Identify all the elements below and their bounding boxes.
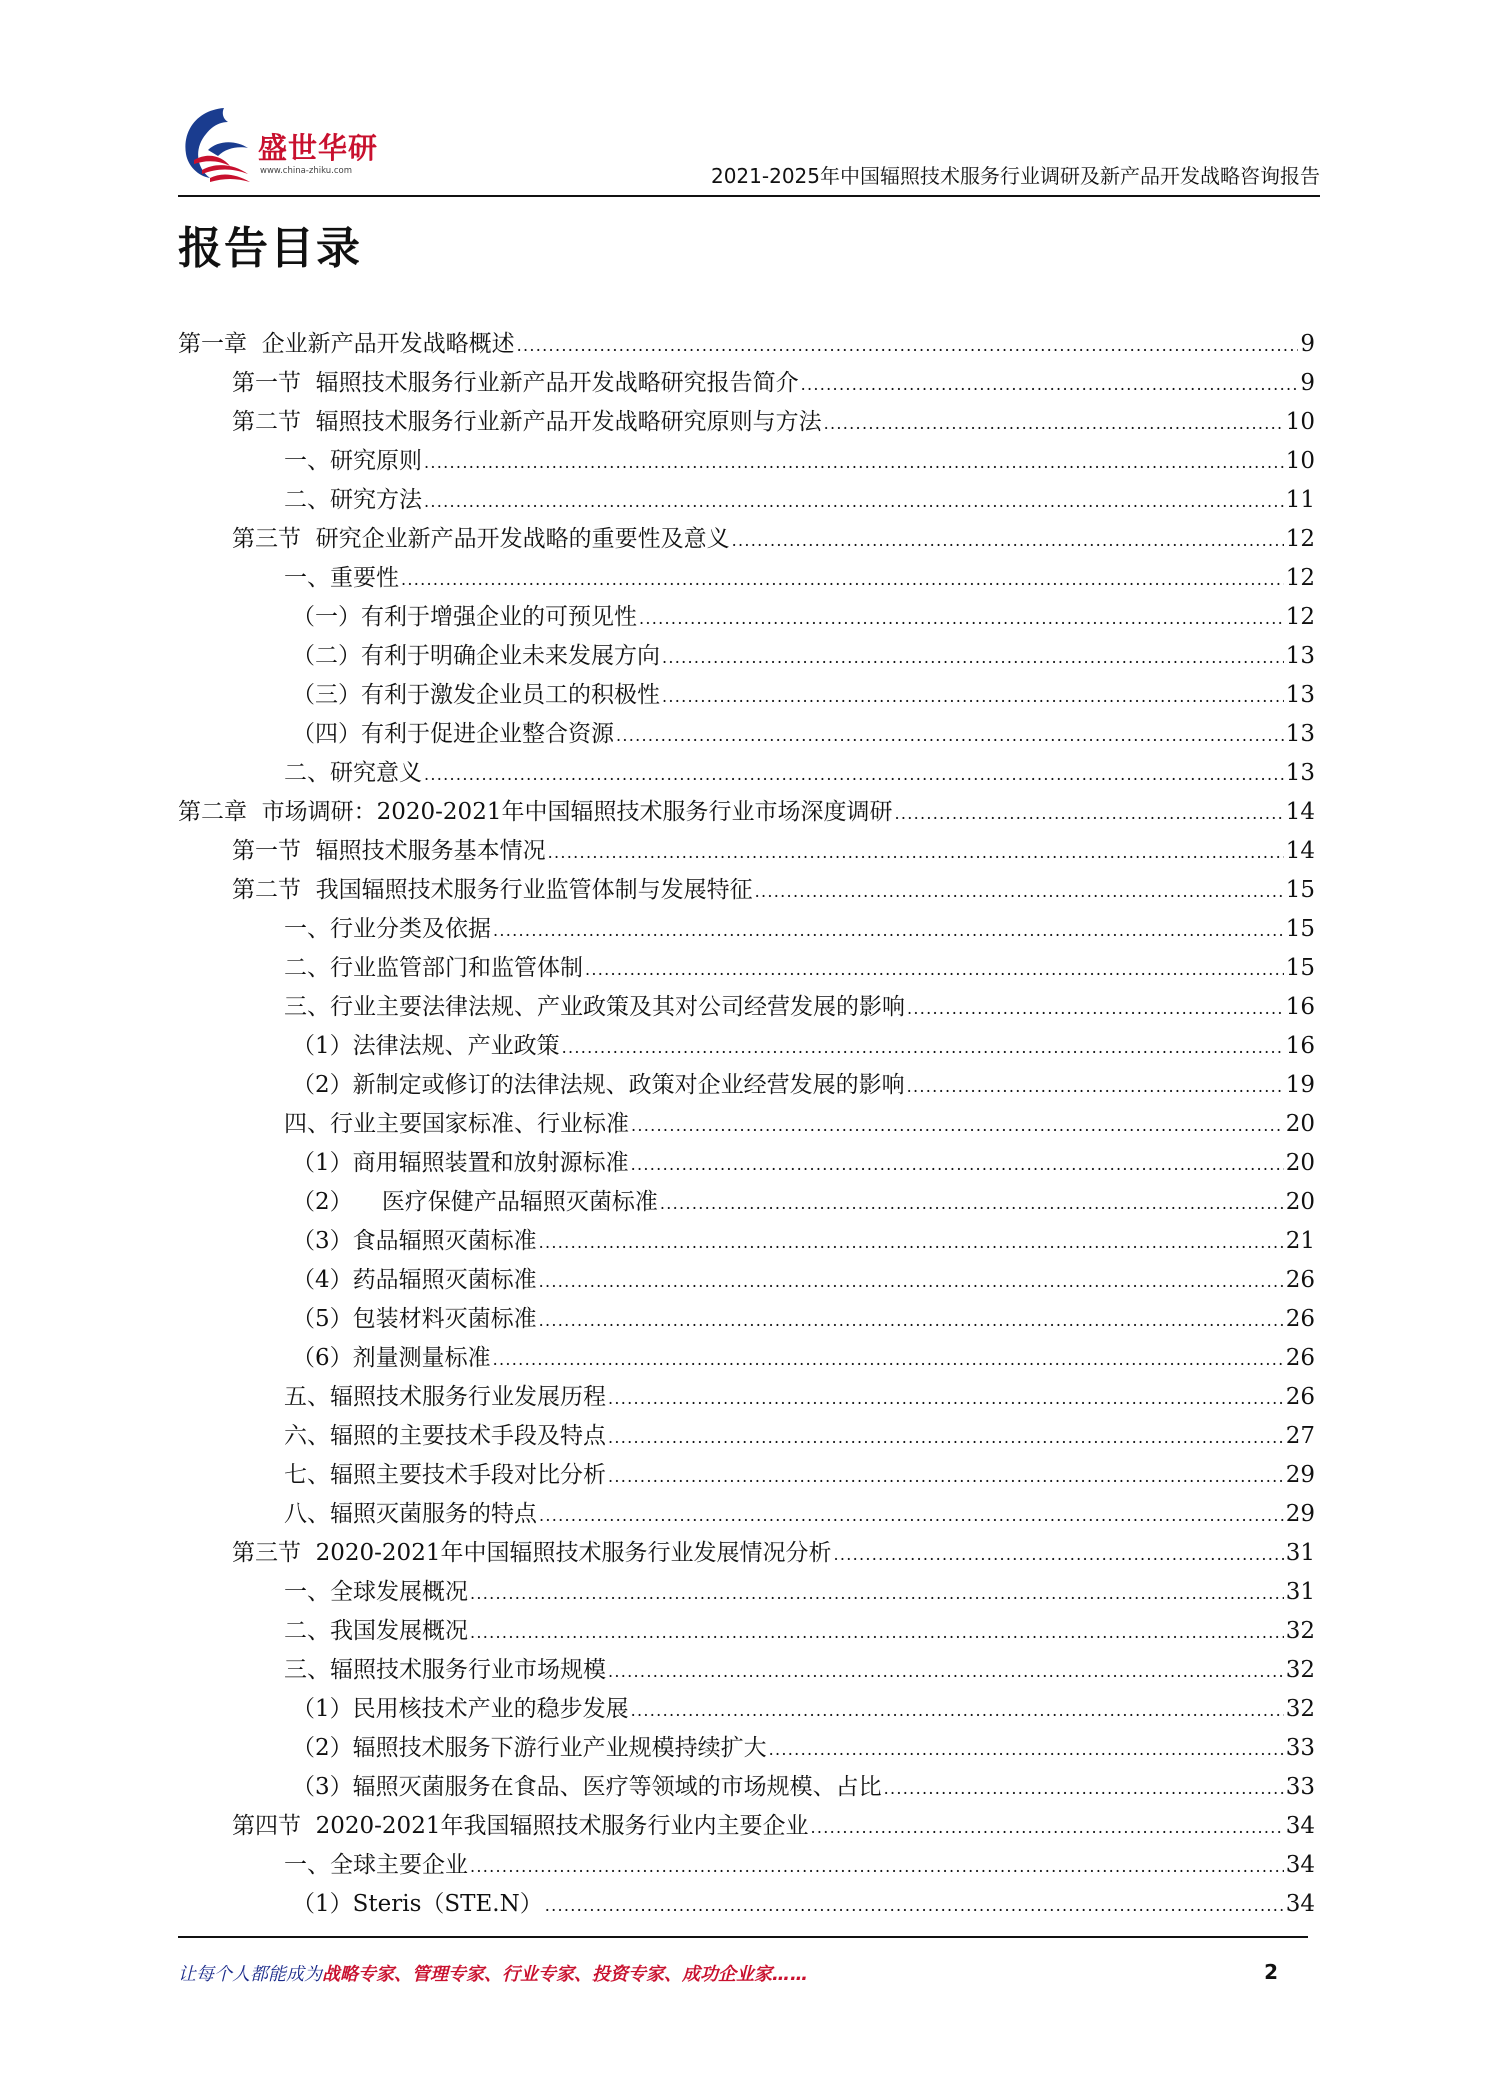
toc-entry-page: 31	[1285, 1540, 1315, 1566]
toc-entry-title: 二、行业监管部门和监管体制	[284, 955, 583, 981]
toc-entry-title: （6）剂量测量标准	[292, 1345, 491, 1371]
toc-entry-title: 二、研究意义	[284, 760, 422, 786]
toc-entry[interactable]	[178, 832, 1315, 871]
toc-entry[interactable]	[178, 598, 1315, 637]
toc-entry-title: 一、行业分类及依据	[284, 916, 491, 942]
toc-entry[interactable]	[178, 1300, 1315, 1339]
toc-entry-title: （1）法律法规、产业政策	[292, 1033, 560, 1059]
toc-entry[interactable]	[178, 1144, 1315, 1183]
toc-dot-leader	[545, 1886, 1284, 1925]
toc-entry[interactable]	[178, 910, 1315, 949]
toc-entry-title: 一、重要性	[284, 565, 399, 591]
toc-dot-leader	[424, 443, 1284, 482]
toc-entry-title: 第二节 辐照技术服务行业新产品开发战略研究原则与方法	[232, 409, 822, 435]
toc-entry-page: 13	[1285, 760, 1315, 786]
logo-emblem-icon	[178, 104, 258, 188]
toc-entry-title: 第三节 研究企业新产品开发战略的重要性及意义	[232, 526, 730, 552]
toc-entry-page: 33	[1285, 1735, 1315, 1761]
toc-dot-leader	[608, 1379, 1284, 1418]
toc-dot-leader	[539, 1223, 1284, 1262]
toc-entry[interactable]	[178, 559, 1315, 598]
toc-entry-title: 六、辐照的主要技术手段及特点	[284, 1423, 606, 1449]
table-of-contents	[178, 325, 1315, 1924]
toc-entry-title: 五、辐照技术服务行业发展历程	[284, 1384, 606, 1410]
toc-dot-leader	[631, 1691, 1284, 1730]
toc-entry-title: 二、我国发展概况	[284, 1618, 468, 1644]
toc-entry-page: 21	[1285, 1228, 1315, 1254]
toc-entry-title: （四）有利于促进企业整合资源	[292, 721, 614, 747]
toc-entry[interactable]	[178, 637, 1315, 676]
toc-entry[interactable]	[178, 1612, 1315, 1651]
toc-dot-leader	[639, 599, 1284, 638]
toc-entry-page: 12	[1285, 526, 1315, 552]
toc-dot-leader	[401, 560, 1284, 599]
toc-dot-leader	[608, 1652, 1284, 1691]
toc-entry-title: （一）有利于增强企业的可预见性	[292, 604, 637, 630]
toc-entry-title: 第三节 2020-2021年中国辐照技术服务行业发展情况分析	[232, 1540, 832, 1566]
toc-entry-title: 七、辐照主要技术手段对比分析	[284, 1462, 606, 1488]
toc-entry[interactable]	[178, 1729, 1315, 1768]
toc-entry-title: 三、辐照技术服务行业市场规模	[284, 1657, 606, 1683]
toc-entry[interactable]	[178, 871, 1315, 910]
toc-entry-page: 33	[1285, 1774, 1315, 1800]
company-logo	[178, 104, 398, 188]
toc-entry-page: 26	[1285, 1345, 1315, 1371]
toc-entry-title: 第一节 辐照技术服务行业新产品开发战略研究报告简介	[232, 370, 799, 396]
toc-entry-title: 一、全球发展概况	[284, 1579, 468, 1605]
toc-dot-leader	[769, 1730, 1284, 1769]
toc-entry-page: 19	[1285, 1072, 1315, 1098]
toc-dot-leader	[608, 1418, 1284, 1457]
toc-entry-title: （三）有利于激发企业员工的积极性	[292, 682, 660, 708]
toc-entry[interactable]	[178, 1651, 1315, 1690]
toc-entry-page: 13	[1285, 721, 1315, 747]
toc-dot-leader	[548, 833, 1284, 872]
toc-dot-leader	[539, 1262, 1284, 1301]
toc-entry-page: 11	[1285, 487, 1315, 513]
page-title: 报告目录	[178, 223, 362, 274]
toc-dot-leader	[616, 716, 1284, 755]
logo-name: 盛世华研	[258, 131, 379, 165]
toc-entry[interactable]	[178, 1690, 1315, 1729]
toc-entry-title: 第二章 市场调研：2020-2021年中国辐照技术服务行业市场深度调研	[178, 799, 893, 825]
toc-entry-page: 12	[1285, 604, 1315, 630]
toc-entry[interactable]	[178, 1339, 1315, 1378]
report-title: 2021-2025年中国辐照技术服务行业调研及新产品开发战略咨询报告	[710, 164, 1320, 188]
toc-entry-title: 第二节 我国辐照技术服务行业监管体制与发展特征	[232, 877, 753, 903]
toc-dot-leader	[631, 1106, 1284, 1145]
toc-entry-title: （1）民用核技术产业的稳步发展	[292, 1696, 629, 1722]
toc-entry-page: 15	[1285, 877, 1315, 903]
toc-entry[interactable]	[178, 1261, 1315, 1300]
toc-dot-leader	[562, 1028, 1284, 1067]
toc-entry[interactable]	[178, 1456, 1315, 1495]
toc-entry-title: 一、全球主要企业	[284, 1852, 468, 1878]
toc-entry[interactable]	[178, 676, 1315, 715]
toc-entry-page: 15	[1285, 955, 1315, 981]
toc-entry[interactable]	[178, 1846, 1315, 1885]
toc-entry-title: （二）有利于明确企业未来发展方向	[292, 643, 660, 669]
toc-entry-title: （4）药品辐照灭菌标准	[292, 1267, 537, 1293]
toc-entry-title: （1）商用辐照装置和放射源标准	[292, 1150, 629, 1176]
toc-entry[interactable]	[178, 1495, 1315, 1534]
toc-entry-title: （5）包装材料灭菌标准	[292, 1306, 537, 1332]
toc-entry[interactable]	[178, 1378, 1315, 1417]
toc-entry-page: 15	[1285, 916, 1315, 942]
toc-entry-page: 34	[1285, 1891, 1315, 1917]
toc-dot-leader	[517, 326, 1299, 365]
toc-entry-page: 14	[1285, 838, 1315, 864]
toc-entry-page: 29	[1285, 1462, 1315, 1488]
toc-entry-page: 13	[1285, 682, 1315, 708]
header-divider	[178, 195, 1320, 197]
toc-dot-leader	[424, 482, 1284, 521]
toc-entry-page: 14	[1285, 799, 1315, 825]
logo-url: www.china-zhiku.com	[260, 166, 352, 176]
toc-entry[interactable]	[178, 1066, 1315, 1105]
toc-entry[interactable]	[178, 325, 1315, 364]
toc-dot-leader	[631, 1145, 1284, 1184]
toc-entry[interactable]	[178, 949, 1315, 988]
toc-entry-page: 20	[1285, 1111, 1315, 1137]
toc-dot-leader	[884, 1769, 1284, 1808]
toc-entry-page: 9	[1300, 331, 1315, 357]
toc-entry[interactable]	[178, 1768, 1315, 1807]
toc-entry[interactable]	[178, 1183, 1315, 1222]
toc-entry-title: （3）辐照灭菌服务在食品、医疗等领域的市场规模、占比	[292, 1774, 882, 1800]
toc-entry-page: 29	[1285, 1501, 1315, 1527]
toc-entry-page: 32	[1285, 1657, 1315, 1683]
page-header	[178, 104, 1320, 196]
toc-dot-leader	[824, 404, 1284, 443]
toc-dot-leader	[833, 1535, 1283, 1574]
toc-entry[interactable]	[178, 1534, 1315, 1573]
toc-entry-title: 第一章 企业新产品开发战略概述	[178, 331, 515, 357]
toc-entry[interactable]	[178, 403, 1315, 442]
page-footer	[178, 1960, 1278, 1990]
toc-entry-title: （2）新制定或修订的法律法规、政策对企业经营发展的影响	[292, 1072, 905, 1098]
toc-dot-leader	[493, 911, 1284, 950]
toc-dot-leader	[539, 1496, 1284, 1535]
toc-dot-leader	[907, 1067, 1284, 1106]
toc-entry-page: 10	[1285, 409, 1315, 435]
toc-entry-page: 20	[1285, 1150, 1315, 1176]
toc-entry-title: （2） 医疗保健产品辐照灭菌标准	[292, 1189, 658, 1215]
toc-entry[interactable]	[178, 1222, 1315, 1261]
toc-entry-page: 16	[1285, 1033, 1315, 1059]
toc-dot-leader	[585, 950, 1284, 989]
toc-entry-page: 34	[1285, 1852, 1315, 1878]
toc-entry[interactable]	[178, 988, 1315, 1027]
toc-dot-leader	[662, 677, 1284, 716]
toc-dot-leader	[662, 638, 1284, 677]
toc-entry-page: 16	[1285, 994, 1315, 1020]
toc-entry[interactable]	[178, 481, 1315, 520]
toc-dot-leader	[907, 989, 1284, 1028]
toc-entry-title: （3）食品辐照灭菌标准	[292, 1228, 537, 1254]
toc-entry-page: 9	[1300, 370, 1315, 396]
toc-entry-page: 12	[1285, 565, 1315, 591]
toc-entry-title: （2）辐照技术服务下游行业产业规模持续扩大	[292, 1735, 767, 1761]
toc-entry-title: 四、行业主要国家标准、行业标准	[284, 1111, 629, 1137]
toc-entry-page: 31	[1285, 1579, 1315, 1605]
toc-entry-page: 26	[1285, 1384, 1315, 1410]
toc-entry[interactable]	[178, 1027, 1315, 1066]
toc-entry[interactable]	[178, 1885, 1315, 1924]
toc-entry[interactable]	[178, 1807, 1315, 1846]
toc-entry-title: 三、行业主要法律法规、产业政策及其对公司经营发展的影响	[284, 994, 905, 1020]
toc-dot-leader	[493, 1340, 1284, 1379]
toc-dot-leader	[539, 1301, 1284, 1340]
toc-dot-leader	[470, 1613, 1284, 1652]
toc-entry[interactable]	[178, 793, 1315, 832]
toc-entry-page: 10	[1285, 448, 1315, 474]
toc-entry-title: 一、研究原则	[284, 448, 422, 474]
toc-entry[interactable]	[178, 1417, 1315, 1456]
footer-slogan-lead: 让每个人都能成为	[178, 1964, 322, 1985]
toc-entry-title: 八、辐照灭菌服务的特点	[284, 1501, 537, 1527]
toc-entry-title: 第一节 辐照技术服务基本情况	[232, 838, 546, 864]
toc-entry[interactable]	[178, 1573, 1315, 1612]
toc-dot-leader	[755, 872, 1284, 911]
toc-entry[interactable]	[178, 715, 1315, 754]
toc-dot-leader	[424, 755, 1284, 794]
toc-entry[interactable]	[178, 1105, 1315, 1144]
toc-dot-leader	[732, 521, 1284, 560]
toc-dot-leader	[470, 1574, 1284, 1613]
toc-dot-leader	[470, 1847, 1284, 1886]
toc-entry-page: 32	[1285, 1696, 1315, 1722]
toc-entry-title: 二、研究方法	[284, 487, 422, 513]
toc-entry-page: 13	[1285, 643, 1315, 669]
footer-slogan-emphasis: 战略专家、管理专家、行业专家、投资专家、成功企业家……	[322, 1964, 808, 1985]
toc-entry[interactable]	[178, 442, 1315, 481]
toc-dot-leader	[810, 1808, 1283, 1847]
toc-entry-page: 27	[1285, 1423, 1315, 1449]
toc-entry-page: 26	[1285, 1306, 1315, 1332]
toc-entry[interactable]	[178, 754, 1315, 793]
toc-entry-page: 20	[1285, 1189, 1315, 1215]
footer-divider	[178, 1936, 1308, 1938]
toc-dot-leader	[801, 365, 1299, 404]
toc-entry-page: 34	[1285, 1813, 1315, 1839]
toc-entry-title: （1）Steris（STE.N）	[292, 1891, 543, 1917]
toc-entry[interactable]	[178, 520, 1315, 559]
toc-entry-page: 26	[1285, 1267, 1315, 1293]
toc-entry-page: 32	[1285, 1618, 1315, 1644]
page-number: 2	[1264, 1960, 1278, 1984]
toc-entry-title: 第四节 2020-2021年我国辐照技术服务行业内主要企业	[232, 1813, 809, 1839]
toc-dot-leader	[608, 1457, 1284, 1496]
toc-entry[interactable]	[178, 364, 1315, 403]
toc-dot-leader	[894, 794, 1283, 833]
toc-dot-leader	[660, 1184, 1284, 1223]
